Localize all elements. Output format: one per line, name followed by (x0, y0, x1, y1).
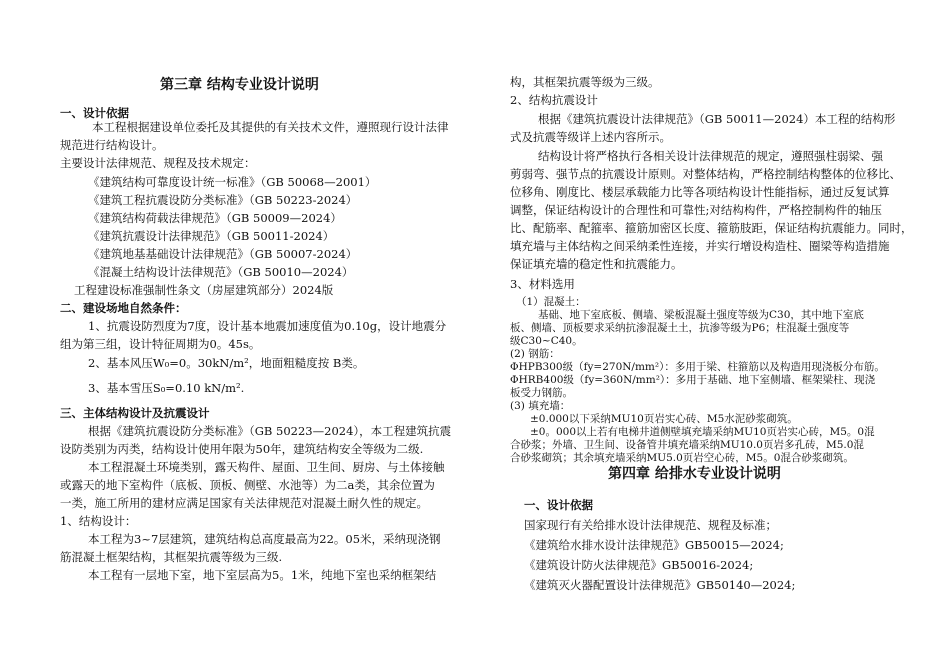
paragraph-line: 构，其框架抗震等级为三级。 (510, 75, 660, 89)
paragraph-line: 3、基本雪压S₀=0.10 kN/m². (88, 381, 245, 395)
list-item: 《建筑结构可靠度设计统一标准》（GB 50068—2001） (88, 175, 377, 189)
list-item: 《建筑地基基础设计法律规范》（GB 50007-2024） (88, 247, 358, 261)
paragraph-line: 调整，保证结构设计的合理性和可靠性;对结构构件，严格控制构件的轴压 (510, 203, 882, 217)
list-item: 《建筑结构荷载法律规范》（GB 50009—2024） (88, 211, 342, 225)
paragraph-line: 结构设计将严格执行各相关设计法律规范的规定，遵照强柱弱梁、强 (538, 149, 883, 163)
paragraph-line: 本工程有一层地下室，地下室层高为5。1米，纯地下室也采纳框架结 (88, 568, 437, 582)
paragraph-line: 3、材料选用 (510, 277, 575, 291)
section-heading: 二、建设场地自然条件： (60, 301, 187, 315)
paragraph-line: 本工程为3~7层建筑，建筑结构总高度最高为22。05米，采纳现浇钢 (88, 532, 441, 546)
paragraph-line: 合砂浆；外墙、卫生间、设备管井填充墙采纳MU10.0页岩多孔砖，M5.0混 (510, 439, 864, 451)
list-item: 《建筑抗震设计法律规范》（GB 50011-2024） (88, 229, 335, 243)
paragraph-line: 式及抗震等级详上述内容所示。 (510, 130, 671, 144)
list-item: 《建筑设计防火法律规范》GB50016-2024; (524, 558, 754, 572)
paragraph-line: 剪弱弯、强节点的抗震设计原则。对整体结构，严格控制结构整体的位移比、 (510, 167, 901, 181)
paragraph-line: 比、配筋率、配箍率、箍筋加密区长度、箍筋肢距，保证结构抗震能力。同时， (510, 221, 913, 235)
paragraph-line: 合砂浆砌筑；其余填充墙采纳MU5.0页岩空心砖，M5。0混合砂浆砌筑。 (510, 452, 854, 464)
list-item: 《混凝土结构设计法律规范》（GB 50010—2024） (88, 265, 354, 279)
paragraph-line: 根据《建筑抗震设计法律规范》（GB 50011—2024）本工程的结构形 (538, 112, 896, 126)
chapter-title: 第三章 结构专业设计说明 (160, 77, 319, 93)
paragraph-line: 组为第三组，设计特征周期为0。45s。 (60, 337, 261, 351)
paragraph-line: 1、抗震设防烈度为7度，设计基本地震加速度值为0.10g，设计地震分 (88, 319, 447, 333)
paragraph-line: ±0。000以上若有电梯井道侧壁填充墙采纳MU10页岩实心砖，M5。0混 (530, 426, 875, 438)
paragraph-line: 或露天的地下室构件（底板、顶板、侧壁、水池等）为二a类，其余位置为 (60, 478, 435, 492)
section-heading: 三、主体结构设计及抗震设计 (60, 406, 210, 420)
paragraph-line: 规范进行结构设计。 (60, 138, 164, 152)
paragraph-line: 根据《建筑抗震设防分类标准》（GB 50223—2024），本工程建筑抗震 (88, 424, 452, 438)
paragraph-line: 位移角、刚度比、楼层承载能力比等各项结构设计性能指标，通过反复试算 (510, 185, 890, 199)
paragraph-line: 基础、地下室底板、侧墙、梁板混凝土强度等级为C30，其中地下室底 (538, 309, 864, 321)
material-heading: （1）混凝土： (516, 296, 586, 308)
paragraph-line: 级C30~C40。 (510, 335, 583, 347)
paragraph-line: 本工程混凝土环境类别，露天构件、屋面、卫生间、厨房、与土体接触 (88, 460, 445, 474)
paragraph-line: 保证填充墙的稳定性和抗震能力。 (510, 257, 683, 271)
paragraph-line: 板受力钢筋。 (510, 387, 573, 399)
material-heading: (2) 钢筋： (510, 348, 560, 360)
paragraph-line: ΦHRB400级（fy=360N/mm²）：多用于基础、地下室侧墙、框架梁柱、现浇 (510, 374, 876, 386)
paragraph-line: 2、结构抗震设计 (510, 93, 598, 107)
paragraph-line: 筋混凝土框架结构，其框架抗震等级为三级. (60, 550, 283, 564)
paragraph-line: 1、结构设计： (60, 514, 137, 528)
section-heading: 一、设计依据 (524, 498, 593, 512)
list-item: 工程建设标准强制性条文（房屋建筑部分）2024版 (74, 283, 334, 297)
paragraph-line: 填充墙与主体结构之间采纳柔性连接，并实行增设构造柱、圈梁等构造措施 (510, 239, 890, 253)
list-item: 《建筑灭火器配置设计法律规范》GB50140—2024; (524, 578, 796, 592)
material-heading: (3) 填充墙： (510, 400, 571, 412)
list-item: 《建筑工程抗震设防分类标准》（GB 50223-2024） (88, 193, 358, 207)
paragraph-line: ΦHPB300级（fy=270N/mm²）：多用于梁、柱箍筋以及构造用现浇板分布筋。 (510, 361, 885, 373)
paragraph-line: ±0.000以下采纳MU10页岩实心砖、M5水泥砂浆砌筑。 (530, 413, 798, 425)
paragraph-line: 设防类别为丙类，结构设计使用年限为50年，建筑结构安全等级为二级. (60, 442, 424, 456)
paragraph-line: 2、基本风压W₀=0。30kN/m²，地面粗糙度按 B类。 (88, 356, 365, 370)
paragraph-line: 国家现行有关给排水设计法律规范、规程及标准； (524, 518, 777, 532)
chapter-title: 第四章 给排水专业设计说明 (608, 466, 781, 482)
list-item: 《建筑给水排水设计法律规范》GB50015—2024; (524, 538, 784, 552)
section-heading: 一、设计依据 (60, 106, 129, 120)
paragraph-line: 一类，施工所用的建材应满足国家有关法律规范对混凝土耐久性的规定。 (60, 496, 428, 510)
paragraph-line: 本工程根据建设单位委托及其提供的有关技术文件，遵照现行设计法律 (92, 120, 449, 134)
paragraph-line: 板、侧墙、顶板要求采纳抗渗混凝土土，抗渗等级为P6；柱混凝土强度等 (510, 322, 850, 334)
list-title: 主要设计法律规范、规程及技术规定： (60, 156, 256, 170)
